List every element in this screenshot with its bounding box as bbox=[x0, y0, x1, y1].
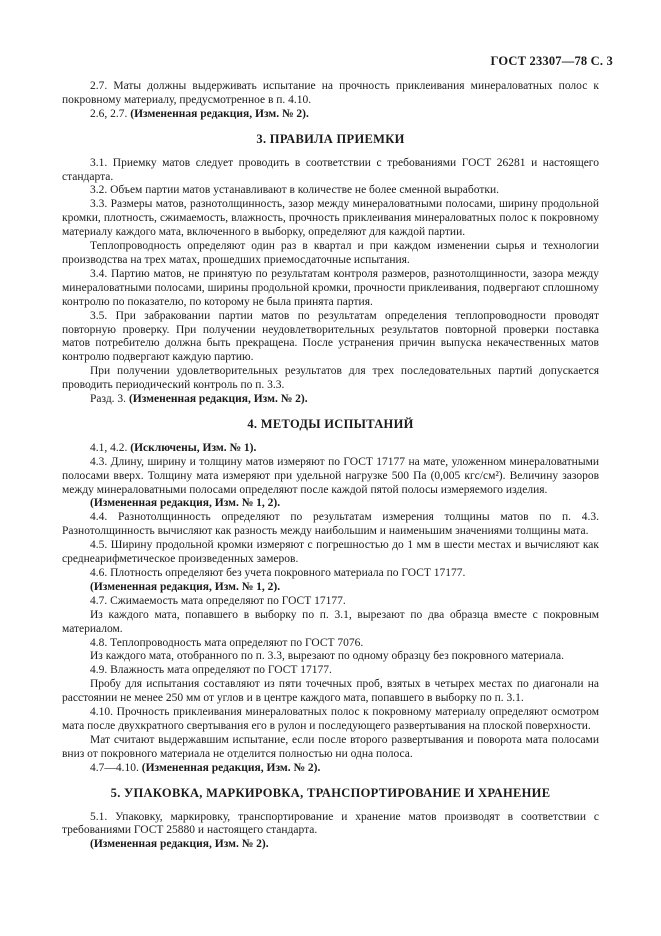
paragraph: 4.4. Разнотолщинность определяют по результатам измерения толщины матов по п. 4.3. Разнотолщинность вычисляют как разность между наибольшим и наименьшим значениями толщины мата. bbox=[62, 511, 599, 538]
amendment-note bbox=[62, 393, 599, 407]
paragraph: 3.5. При забраковании партии матов по результатам определения теплопроводности проводят повторную проверку. При получении неудовлетворительных результатов повторной проверки поставка матов потребителю должна быть прекращена. После устранения причин выпуска некачественных матов контролю подвергают каждую партию. bbox=[62, 309, 599, 364]
amendment-text: (Измененная редакция, Изм. № 1, 2). bbox=[90, 497, 281, 510]
paragraph: Теплопроводность определяют один раз в квартал и при каждом изменении сырья и технологии производства на трех матах, прошедших приемосдаточные испытания. bbox=[62, 240, 599, 266]
amendment-note bbox=[62, 581, 599, 595]
paragraph: 5.1. Упаковку, маркировку, транспортирование и хранение матов производят в соответствии с требованиями ГОСТ 25880 и настоящего стандарта. bbox=[62, 810, 599, 837]
page-header: ГОСТ 23307—78 С. 3 bbox=[490, 54, 613, 68]
paragraph: При получении удовлетворительных результатов для трех последовательных партий допускается проводить периодический контроль по п. 3.3. bbox=[62, 365, 599, 392]
paragraph: 3.1. Приемку матов следует проводить в соответствии с требованиями ГОСТ 26281 и настоящего стандарта. bbox=[62, 156, 599, 183]
clause-reference: 2.6, 2.7. bbox=[90, 107, 131, 120]
clause-reference: 4.7—4.10. bbox=[90, 761, 142, 774]
amendment-note bbox=[62, 497, 599, 511]
paragraph: 4.3. Длину, ширину и толщину матов измеряют по ГОСТ 17177 на мате, уложенном минераловатными полосами вверх. Толщину мата измеряют при удельной нагрузке 500 Па (0,005 кгс/см²). Величину зазоров между минераловатными полосами определяют после каждой пятой полосы измеряемого изделия. bbox=[62, 455, 599, 496]
section-heading: 3. ПРАВИЛА ПРИЕМКИ bbox=[256, 131, 405, 146]
amendment-text: (Измененная редакция, Изм. № 2). bbox=[128, 393, 308, 406]
paragraph: Из каждого мата, попавшего в выборку по п. 3.1, вырезают по два образца вместе с покровным материалом. bbox=[62, 608, 599, 635]
amendment-text: (Исключены, Изм. № 1). bbox=[130, 441, 257, 454]
paragraph: 3.2. Объем партии матов устанавливают в количестве не более сменной выработки. bbox=[90, 184, 500, 197]
paragraph: 4.7. Сжимаемость мата определяют по ГОСТ 17177. bbox=[90, 594, 346, 607]
section-heading: 5. УПАКОВКА, МАРКИРОВКА, ТРАНСПОРТИРОВАНИЕ И ХРАНЕНИЕ bbox=[110, 785, 551, 800]
amendment-note bbox=[62, 838, 599, 852]
paragraph: 4.5. Ширину продольной кромки измеряют с погрешностью до 1 мм в шести местах и вычисляют как среднеарифметическое произведенных замеров. bbox=[62, 539, 599, 566]
amendment-note bbox=[62, 108, 599, 122]
clause-reference: Разд. 3. bbox=[90, 393, 129, 406]
paragraph: Из каждого мата, отобранного по п. 3.3, вырезают по одному образцу без покровного материала. bbox=[90, 650, 564, 663]
paragraph: 4.10. Прочность приклеивания минераловатных полос к покровному материалу определяют осмотром мата после двухкратного свертывания его в рулон и последующего развертывания на плоской поверхности. bbox=[62, 706, 599, 732]
section-heading: 4. МЕТОДЫ ИСПЫТАНИЙ bbox=[247, 416, 414, 431]
paragraph: 4.6. Плотность определяют без учета покровного материала по ГОСТ 17177. bbox=[90, 567, 466, 579]
paragraph: 4.9. Влажность мата определяют по ГОСТ 17177. bbox=[90, 664, 332, 677]
amendment-text: (Измененная редакция, Изм. № 2). bbox=[141, 761, 321, 774]
paragraph: Пробу для испытания составляют из пяти точечных проб, взятых в четырех местах по диагонали на расстоянии не менее 250 мм от углов и в центре каждого мата, попавшего в выборку по п. 3.1. bbox=[62, 678, 599, 705]
document-body bbox=[62, 80, 599, 852]
paragraph: 3.3. Размеры матов, разнотолщинность, зазор между минераловатными полосами, ширину продольной кромки, плотность, сжимаемость, влажность, прочность приклеивания минераловатных полос к покровному материалу каждого мата, включенного в выборку, определяют для каждой партии. bbox=[62, 198, 599, 239]
amendment-text: (Измененная редакция, Изм. № 1, 2). bbox=[90, 580, 281, 593]
amendment-text: (Измененная редакция, Изм. № 2). bbox=[90, 838, 269, 851]
paragraph: Мат считают выдержавшим испытание, если после второго развертывания и поворота мата полосами вниз от покровного материала не отделится полностью ни одна полоса. bbox=[62, 733, 599, 760]
amendment-text: (Измененная редакция, Изм. № 2). bbox=[130, 107, 309, 120]
paragraph: 2.7. Маты должны выдерживать испытание на прочность приклеивания минераловатных полос к покровному материалу, предусмотренное в п. 4.10. bbox=[62, 80, 599, 106]
paragraph: 3.4. Партию матов, не принятую по результатам контроля размеров, разнотолщинности, зазора между минераловатными полосами, ширины продольной кромки, прочности приклеивания, подвергают сплошному контролю по показателю, по которому не была принята партия. bbox=[62, 267, 599, 308]
clause-reference: 4.1, 4.2. bbox=[90, 441, 131, 454]
amendment-note bbox=[62, 442, 599, 456]
paragraph: 4.8. Теплопроводность мата определяют по ГОСТ 7076. bbox=[90, 636, 364, 649]
amendment-note bbox=[62, 762, 599, 776]
